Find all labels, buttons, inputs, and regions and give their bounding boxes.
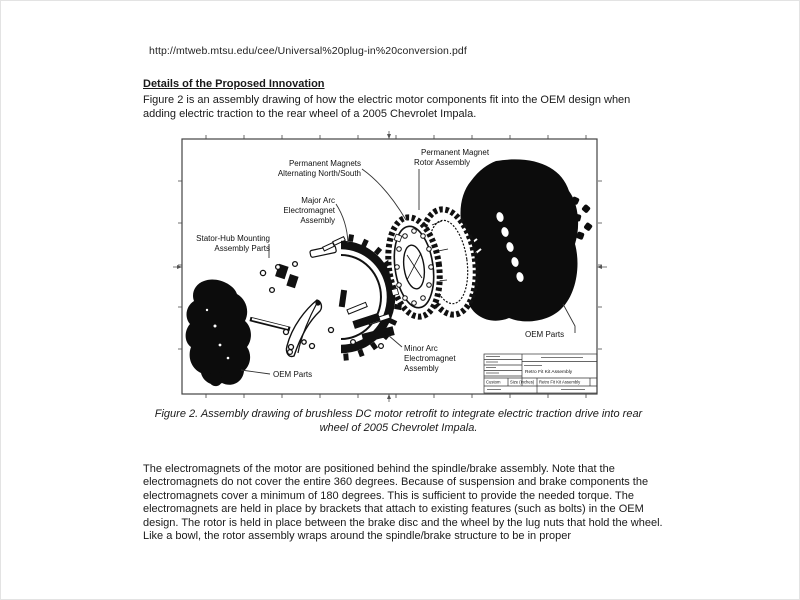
titleblock-drawing-title: Retro Fit Kit Assembly: [525, 370, 573, 375]
label-major-arc: Major Arc: [301, 196, 335, 205]
label-oem-parts-right: OEM Parts: [525, 330, 565, 339]
titleblock-assembly-name: Retro Fit Kit Assembly: [539, 379, 581, 385]
titleblock-size-label: Custom: [486, 379, 501, 385]
label-stator-hub-2: Assembly Parts: [214, 244, 270, 253]
label-permanent-magnets-2: Alternating North/South: [277, 169, 361, 178]
figure-caption-line2: wheel of 2005 Chevrolet Impala.: [319, 421, 478, 434]
intro-paragraph: Figure 2 is an assembly drawing of how the electric motor components fit into the OEM design when adding electric traction to the rear wheel of a 2005 Chevrolet Impala.: [143, 94, 631, 120]
label-rotor-assembly-2: Rotor Assembly: [414, 158, 471, 167]
label-stator-hub: Stator-Hub Mounting: [196, 234, 270, 243]
label-minor-arc: Minor Arc: [404, 344, 438, 353]
figure2-assembly-drawing: [169, 127, 611, 405]
label-rotor-assembly: Permanent Magnet: [421, 148, 490, 157]
document-url[interactable]: http://mtweb.mtsu.edu/cee/Universal%20plug-in%20conversion.pdf: [149, 45, 467, 57]
title-block: [484, 354, 597, 393]
label-oem-parts-left: OEM Parts: [273, 370, 313, 379]
titleblock-units-label: Size (inches): [510, 379, 535, 385]
label-permanent-magnets: Permanent Magnets: [288, 159, 361, 168]
figure-caption: [146, 408, 651, 435]
label-minor-arc-2: Electromagnet: [404, 354, 456, 363]
section-heading: Details of the Proposed Innovation: [143, 78, 325, 90]
wheel-tire-oem: [460, 159, 593, 321]
label-major-arc-2: Electromagnet: [283, 206, 335, 215]
body-paragraph: The electromagnets of the motor are positioned behind the spindle/brake assembly. Note that the electromagnets do not cover the entire 360 degrees. Because of suspension and brake components the electromagnets cover a minimum of 180 degrees. This is sufficient to provide the needed torque. The electromagnets are held in place by brackets that attach to existing features (such as bolts) in the OEM design. The rotor is held in place between the brake disc and the wheel by the lug nuts that hold the wheel. Like a bowl, the rotor assembly wraps around the spindle/brake structure to be in proper: [143, 463, 663, 543]
label-major-arc-3: Assembly: [300, 216, 335, 225]
figure-caption-line1: Figure 2. Assembly drawing of brushless DC motor retrofit to integrate electric traction drive into rear: [154, 408, 643, 420]
label-minor-arc-3: Assembly: [404, 364, 439, 373]
